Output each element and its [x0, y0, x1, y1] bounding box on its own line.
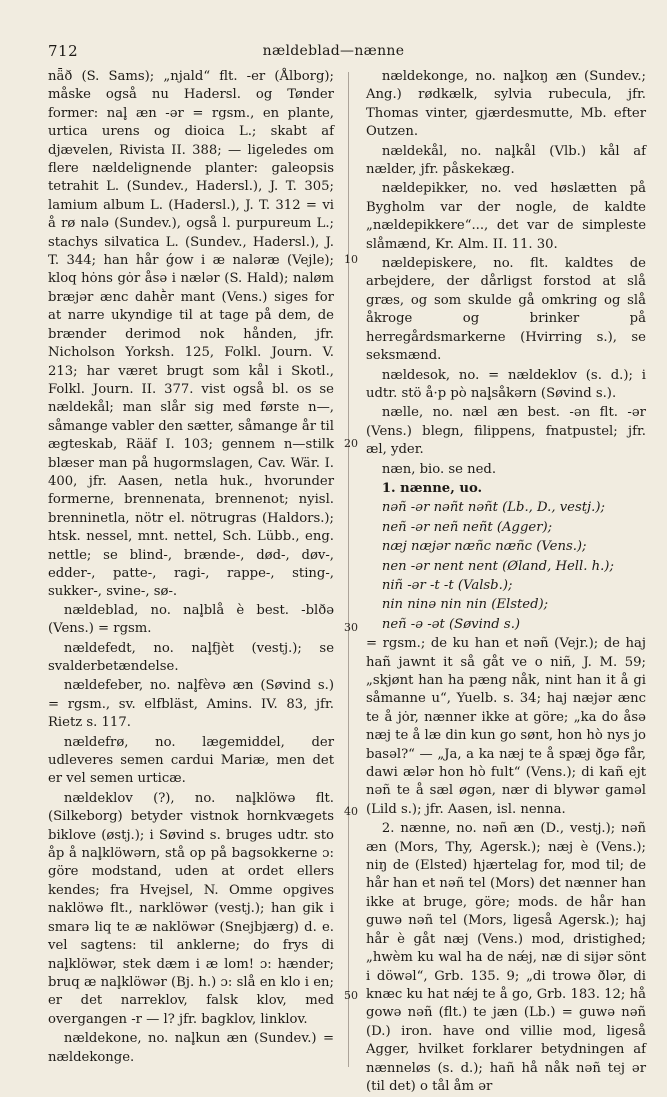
entry-naeldesok: nældesok, no. = nældeklov (s. d.); i udtr. stö å·p pò nal̥såkərn (Søvind s.). [366, 367, 646, 401]
entry-naeldefro: nældefrø, no. lægemiddel, der udleveres semen cardui Mariæ, men det er vel semen urticæ. [48, 734, 334, 787]
line-number-40: 40 [344, 805, 358, 818]
page-number: 712 [48, 42, 79, 60]
line-number-50: 50 [344, 989, 358, 1002]
form-line: nəñ -ər nəñt nəñt (Lb., D., vestj.); [381, 500, 605, 516]
entry-naeldefedt: nældefedt, no. nal̥fjèt (vestj.); se svalderbetændelse. [48, 640, 334, 674]
form-line: nin ninə nin nin (Elsted); [381, 597, 549, 613]
form-line: nen -ər nent nent (Øland, Hell. h.); [381, 558, 614, 574]
entry-continuation: nǟð (S. Sams); „njald“ flt. -er (Ålborg); måske også nu Hadersl. og Tønder former: nal̥ æn -ər = rgsm., en plante, urtica urens og dioica L.; skabt af djævelen, Rivista II. 388; — ligeledes om flere nældelignende planter: galeopsis tetrahit L. (Sundev., Hadersl.), J. T. 305; lamium album L. (Hadersl.), J. T. 312 = vi å rø nalə (Sundev.), også l. purpureum L.; stachys silvatica L. (Sundev., Hadersl.), J. T. 344; han hår ǵow i æ naləræ (Vejle); kloq hȯns gȯr åsə i nælər (S. Hald); naløm bræjər ænc dahḕr mant (Vens.) siges for at narre ukyndige til at tage på dem, de brænder derimod nok hånden, jfr. Nicholson Yorksh. 125, Folkl. Journ. V. 213; har været brugt som kål i Skotl., Folkl. Journ. II. 377. vist også bl. os se nældekål; man slår sig med første n—, såmange vabler den sætter, såmange år til ægteskab, Rääf I. 103; gennem n—stilk blæser man på hugormslagen, Cav. Wär. I. 400, jfr. Aasen, netla huk., hvorunder formerne, brennenata, brennenot; nyisl. brenninetla, nötr el. nötrugras (Haldors.); htsk. nessel, mnt. nettel, Sch. Lübb., eng. nettle; se blind-, brænde-, død-, døv-, edder-, patte-, ragi-, rappe-, sting-, sukker-, svine-, sø-. [48, 69, 334, 600]
form-line: næj næjər næñc næñc (Vens.); [381, 539, 587, 555]
entry-naelle: nælle, no. næl æn best. -ən flt. -ər (Vens.) blegn, filippens, fnatpustel; jfr. æl, yder. [366, 405, 646, 458]
entry-naeldefeber: nældefeber, no. nal̥fèvə æn (Søvind s.) = rgsm., sv. elfbläst, Amins. IV. 83, jfr. Rietz s. 117. [48, 678, 334, 731]
line-number-10: 10 [344, 253, 358, 266]
column-divider [348, 72, 349, 1067]
entry-naenne-2: 2. nænne, no. nəñ æn (D., vestj.); nəñ æn (Mors, Thy, Agersk.); næj è (Vens.); niŋ de (Elsted) hjærtelag for, mod til; de hår han et nəñ tel (Mors) det nænner han ikke at bruge, göre; mods. de hår han guwə nəñ tel (Mors, ligeså Agersk.); haj hår è gåt næj (Vens.) mod, dristighed; „hwèm ku wal ha de nǽj, næ di sijər sönt i döwəl“, Grb. 135. 9; „di trowə ðlər, di knæc ku hat nǽj te å go, Grb. 183. 12; hå gowə nəñ (flt.) te jæn (Lb.) = guwə nəñ (D.) iron. have ond villie mod, ligeså Agger, hvilket forklarer betydningen af nænneløs (s. d.); hañ hå nåk nəñ tej ər (til det) o tål åm ər [366, 821, 646, 1094]
form-line: neñ -ər neñ neñt (Agger); [381, 519, 553, 535]
entry-naen: næn, bio. se ned. [381, 461, 497, 477]
left-column [48, 68, 334, 1067]
entry-naenne-1-heading: 1. nænne, uo. [381, 480, 483, 496]
entry-naeldeklov: nældeklov (?), no. nal̥klöwə flt. (Silkeborg) betyder vistnok hornkvægets biklove (østj.); i Søvind s. bruges udtr. sto åp å nal̥klöwərn, stå op på bagsokkerne ɔ: göre modstand, uden at ordet ellers kendes; fra Hvejsel, N. Omme opgives naklöwə flt., narklöwər (vestj.); han gik i smarə liq te æ naklöwər (Snejbjærg) d. e. vel sagtens: til anklerne; do frys di nal̥klöwər, stek dæm i æ lom! ɔ: hænder; bruq æ nal̥klöwər (Bj. h.) ɔ: slå en klo i en; er det narreklov, falsk klov, med overgangen -r — l? jfr. bagklov, linklov. [48, 790, 334, 1027]
entry-naeldepikker: nældepikker, no. ved høslætten på Bygholm var der nogle, de kaldte „nældepikkere“..., det var de simpleste slåmænd, Kr. Alm. II. 11. 30. [366, 181, 646, 252]
entry-naeldekone: nældekone, no. nal̥kun æn (Sundev.) = nældekonge. [48, 1031, 334, 1065]
entry-naeldekonge: nældekonge, no. nal̥koŋ æn (Sundev.; Ang.) rødkælk, sylvia rubecula, jfr. Thomas vinter, gjærdesmutte, Mb. efter Outzen. [366, 69, 646, 140]
form-line: niñ -ər -t -t (Valsb.); [381, 577, 513, 593]
entry-naeldeblad: nældeblad, no. nal̥blå è best. -blðə (Vens.) = rgsm. [48, 602, 334, 637]
running-head: nældeblad—nænne [262, 43, 405, 59]
form-line: neñ -ə -ət (Søvind s.) [381, 616, 521, 632]
right-column [366, 68, 646, 1096]
entry-naenne-1-body: = rgsm.; de ku han et nəñ (Vejr.); de haj hañ jawnt it så gåt ve o niñ, J. M. 59; „skjønt han ha pæng nåk, nint han it å gi såmanne u“, Yuelb. s. 34; haj næjər ænc te å jȯr, nænner ikke at göre; „ka do åsə næj te å læ din kun go sønt, hon hò nys jo basəl?“ — „Ja, a ka næj te å spæj ðgə får, dawi ælər hon hò fult“ (Vens.); di kañ ejt nəñ te å sæl øgən, nær di blywər gaməl (Lild s.); jfr. Aasen, isl. nenna. [366, 636, 646, 817]
line-number-20: 20 [344, 437, 358, 450]
line-number-30: 30 [344, 621, 358, 634]
entry-naeldekal: nældekål, no. nal̥kål (Vlb.) kål af nælder, jfr. påskekæg. [366, 143, 646, 178]
entry-naeldepiskere: nældepiskere, no. flt. kaldtes de arbejdere, der dårligst forstod at slå græs, og som skulde gå omkring og slå åkroge og brinker på herregårdsmarkerne (Hvirring s.), se seksmænd. [366, 256, 646, 364]
